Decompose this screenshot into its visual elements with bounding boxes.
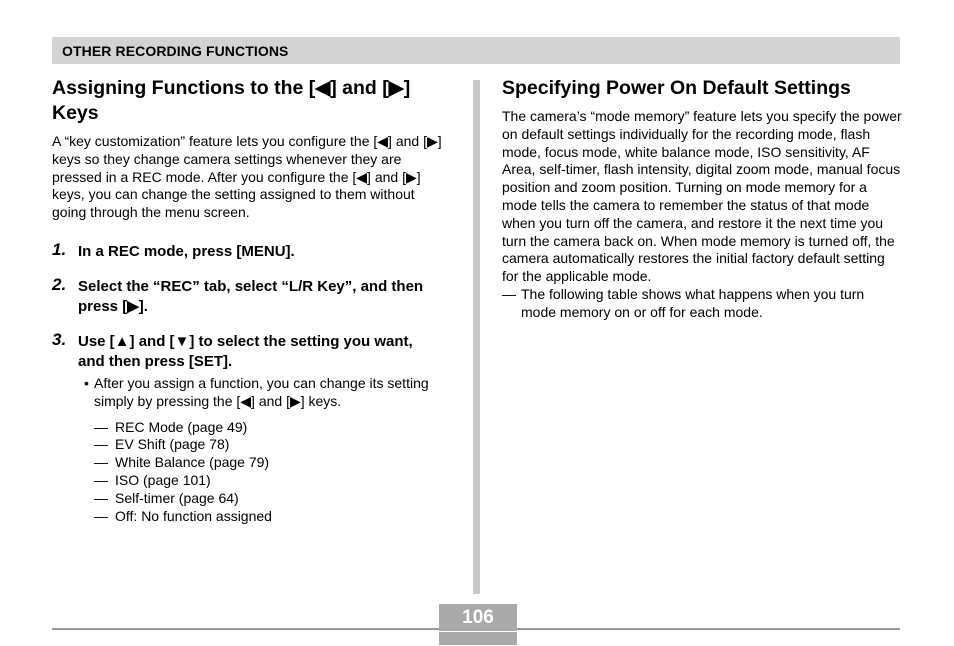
- left-heading-line1: Assigning Functions to the [◀] and [▶]: [52, 77, 411, 99]
- right-body-paragraph: The camera’s “mode memory” feature lets you specify the power on default settings individually for the recording mode, flash mode, focus mode, white balance mode, ISO sensitivity, AF Area, self-timer, flash intensity, digital zoom mode, manual focus position and zoom position. Turning on mode memory for a mode tells the camera to remember the status of that mode when you turn off the camera, and restore it the next time you turn the camera back on. When mode memory is turned off, the camera automatically restores the initial factory default setting for the applicable mode.: [502, 108, 902, 285]
- column-divider: [473, 80, 480, 594]
- step-number: 2.: [52, 274, 67, 294]
- option-text: REC Mode (page 49): [115, 418, 248, 435]
- option-text: White Balance (page 79): [115, 454, 270, 471]
- step-note-bullet: [52, 375, 442, 411]
- section-title: OTHER RECORDING FUNCTIONS: [62, 43, 289, 59]
- dash-mark: —: [502, 285, 516, 302]
- list-item: [52, 490, 442, 508]
- dash-mark: —: [94, 436, 108, 453]
- step-text: Use [▲] and [▼] to select the setting you want, and then press [SET].: [78, 332, 413, 370]
- step-number: 3.: [52, 329, 67, 349]
- dash-mark: —: [94, 471, 108, 488]
- steps-list: [52, 239, 442, 372]
- step-text: Select the “REC” tab, select “L/R Key”, and then press [▶].: [78, 277, 424, 315]
- step-item: [52, 274, 442, 317]
- option-text: ISO (page 101): [115, 471, 211, 488]
- bullet-text: After you assign a function, you can change its setting simply by pressing the [◀] and [▶] keys.: [94, 374, 429, 409]
- dash-mark: —: [94, 507, 108, 524]
- step-item: [52, 329, 442, 372]
- right-column: [502, 76, 902, 322]
- option-text: Off: No function assigned: [115, 507, 272, 524]
- dash-mark: —: [94, 489, 108, 506]
- page-number: 106: [439, 604, 517, 631]
- list-item: [52, 472, 442, 490]
- dash-mark: —: [94, 454, 108, 471]
- option-text: Self-timer (page 64): [115, 489, 239, 506]
- left-heading-line2: Keys: [52, 102, 99, 124]
- left-intro-paragraph: A “key customization” feature lets you configure the [◀] and [▶] keys so they change camera settings whenever they are pressed in a REC mode. After you configure the [◀] and [▶] keys, you can change the setting assigned to them without going through the menu screen.: [52, 133, 442, 221]
- list-item: [52, 436, 442, 454]
- list-item: [52, 454, 442, 472]
- function-options-list: [52, 419, 442, 526]
- note-text: The following table shows what happens when you turn mode memory on or off for each mode.: [521, 285, 865, 320]
- section-header-bar: [52, 37, 900, 64]
- page-number-box: [439, 604, 517, 644]
- list-item: [52, 508, 442, 526]
- bullet-mark: •: [84, 374, 89, 391]
- step-item: [52, 239, 442, 262]
- option-text: EV Shift (page 78): [115, 436, 230, 453]
- dash-mark: —: [94, 418, 108, 435]
- table-note: [502, 286, 902, 322]
- left-column: [52, 76, 442, 525]
- step-number: 1.: [52, 239, 67, 259]
- step-text: In a REC mode, press [MENU].: [78, 242, 295, 260]
- page-number-tab: [439, 632, 517, 645]
- left-heading: [52, 76, 442, 126]
- list-item: [52, 419, 442, 437]
- right-heading: Specifying Power On Default Settings: [502, 77, 851, 99]
